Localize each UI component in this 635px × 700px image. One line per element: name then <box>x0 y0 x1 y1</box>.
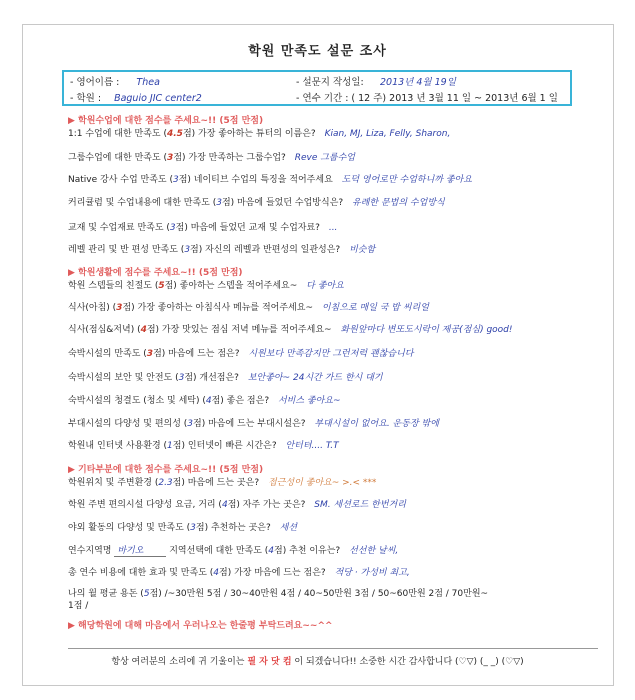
s2-q6-answer: 서비스 좋아요~ <box>277 396 341 406</box>
s2-q5 <box>68 370 608 383</box>
s2-q8-question: 점) 인터넷이 빠른 시간은? <box>172 441 277 451</box>
s1-q2-score: 3 <box>167 153 174 163</box>
s2-q1 <box>68 278 608 291</box>
s3-q2-score: 4 <box>221 500 228 510</box>
s2-q5-score: 3 <box>178 373 185 383</box>
s1-q5-question: 점) 마음에 들었던 교재 및 수업자료? <box>175 223 320 233</box>
s3-q2-question: 점) 자주 가는 곳은? <box>227 500 306 510</box>
section4-heading: ▶ 해당학원에 대해 마음에서 우러나오는 한줄평 부탁드려요~~^^ <box>68 621 333 631</box>
s3-q1-question: 점) 마음에 드는 곳은? <box>172 478 260 488</box>
s3-q4-question-a: 지역선택에 대한 만족도 ( <box>169 546 269 556</box>
s1-q2-label: 그룹수업에 대한 만족도 ( <box>68 153 168 163</box>
s3-q4 <box>68 543 608 557</box>
s3-q3 <box>68 520 608 533</box>
s1-q4-score: 3 <box>216 198 222 208</box>
info-row-2 <box>70 90 564 106</box>
s3-q4-label: 연수지역명 <box>68 546 112 556</box>
s2-q7-question: 점) 마음에 드는 부대시설은? <box>193 419 306 429</box>
s1-q5-score: 3 <box>169 223 176 233</box>
footer-text-a: 항상 여러분의 소리에 귀 기울이는 <box>111 657 245 667</box>
s3-q6-question-cont: 1점 / <box>68 601 89 611</box>
s1-q2 <box>68 150 608 163</box>
s1-q5-answer: ... <box>328 223 338 233</box>
period-label: - 연수 기간 : ( 12 주) 2013 년 3월 11 일 ~ 2013년 6월 1 일 <box>296 93 558 104</box>
s3-q1-label: 학원위치 및 주변환경 ( <box>68 478 159 488</box>
s2-q6-question: 점) 좋은 점은? <box>211 396 270 406</box>
s2-q3 <box>68 322 608 335</box>
s1-q3-answer: 도덕 영어로만 수업하니까 좋아요 <box>341 175 472 185</box>
s2-q8 <box>68 438 608 451</box>
s2-q3-question: 점) 가장 맛있는 점심 저녁 메뉴를 적어주세요~ <box>146 325 332 335</box>
s2-q2-question: 점) 가장 좋아하는 아침식사 메뉴를 적어주세요~ <box>122 303 313 313</box>
s3-q1-answer: 접근성이 좋아요~ >.< *** <box>267 478 377 488</box>
s1-q1-label: 1:1 수업에 대한 만족도 ( <box>68 129 167 139</box>
s1-q3-score: 3 <box>172 175 179 185</box>
s2-q5-question: 점) 개선점은? <box>184 373 239 383</box>
s2-q6-label: 숙박시설의 청결도 (청소 및 세탁) ( <box>68 396 206 406</box>
s1-q2-answer: Reve 그룹수업 <box>294 153 355 163</box>
s3-q2-answer: SM. 세션로드 한번거리 <box>314 500 406 510</box>
s1-q4 <box>68 195 608 208</box>
school-value: Baguio JIC center2 <box>114 93 202 104</box>
s3-q4-region: 바기오 <box>114 543 166 557</box>
s1-q2-question: 점) 가장 만족하는 그룹수업? <box>173 153 286 163</box>
s2-q6-score: 4 <box>205 396 212 406</box>
s3-q4-answer: 선선한 날씨, <box>349 546 399 556</box>
s2-q8-answer: 안터텨.... T.T <box>285 441 339 451</box>
s2-q4-question: 점) 마음에 드는 점은? <box>153 349 240 359</box>
s1-q4-answer: 유례한 문법의 수업방식 <box>352 198 445 208</box>
s3-q6-label: 나의 월 평균 용돈 ( <box>68 589 144 599</box>
s1-q5-label: 교재 및 수업재료 만족도 ( <box>68 223 170 233</box>
footer <box>0 654 635 667</box>
s2-q4-label: 숙박시설의 만족도 ( <box>68 349 147 359</box>
school-label: - 학원 : <box>70 93 102 104</box>
section2-heading: ▶ 학원생활에 점수를 주세요~!! (5점 만점) <box>68 268 243 278</box>
s1-q4-label: 커리큘럼 및 수업내용에 대한 만족도 ( <box>68 198 217 208</box>
s3-q5 <box>68 565 608 578</box>
s3-q6-cont <box>68 598 608 611</box>
s2-q8-score: 1 <box>167 441 173 451</box>
s2-q4 <box>68 346 608 359</box>
s3-q6-score: 5 <box>143 589 150 599</box>
s2-q8-label: 학원내 인터넷 사용환경 ( <box>68 441 168 451</box>
s2-q1-answer: 다 좋아요 <box>306 281 344 291</box>
s1-q1-score: 4.5 <box>167 129 183 139</box>
s2-q7-score: 3 <box>187 419 194 429</box>
s1-q4-question: 점) 마음에 들었던 수업방식은? <box>221 198 344 208</box>
s1-q6-label: 레벨 관리 및 반 편성 만족도 ( <box>68 245 185 255</box>
s3-q1-score: 2.3 <box>158 478 173 488</box>
info-row-1 <box>70 74 564 90</box>
s2-q6 <box>68 393 608 406</box>
name-label: - 영어이름 : <box>70 77 120 88</box>
s2-q2-score: 3 <box>116 303 123 313</box>
s3-q4-score: 4 <box>268 546 275 556</box>
s3-q5-question: 점) 가장 마음에 드는 점은? <box>219 568 326 578</box>
s2-q3-score: 4 <box>140 325 147 335</box>
s1-q6 <box>68 242 608 255</box>
footer-text-b: 이 되겠습니다!! 소중한 시간 감사합니다 (♡▽) (_ _) (♡▽) <box>294 657 524 667</box>
s3-q1 <box>68 475 608 488</box>
s3-q2 <box>68 497 608 510</box>
s3-q3-score: 3 <box>190 523 196 533</box>
s3-q5-answer: 적당 · 가성비 최고, <box>334 568 410 578</box>
s2-q4-score: 3 <box>146 349 154 359</box>
footer-brand: 필 자 닷 컴 <box>247 657 292 667</box>
s3-q5-score: 4 <box>213 568 219 578</box>
date-value: 2013년 4월 19일 <box>380 77 456 88</box>
s1-q3 <box>68 172 608 185</box>
s2-q1-question: 점) 좋아하는 스텝을 적어주세요~ <box>164 281 298 291</box>
s1-q1-answer: Kian, MJ, Liza, Felly, Sharon, <box>324 129 451 139</box>
s1-q5 <box>68 220 608 233</box>
s1-q3-question: 점) 네이티브 수업의 특징을 적어주세요 <box>178 175 333 185</box>
page-title: 학원 만족도 설문 조사 <box>248 44 387 59</box>
s3-q4-question-b: 점) 추천 이유는? <box>274 546 341 556</box>
s2-q4-answer: 시원보다 만족감지만 그런저럭 괜찮습니다 <box>248 349 414 359</box>
s3-q3-answer: 세션 <box>279 523 298 533</box>
s2-q2 <box>68 300 608 313</box>
s2-q7-answer: 부대시설이 없어요. 운동장 밖에 <box>314 419 439 429</box>
s1-q6-question: 점) 자신의 레벨과 반편성의 일관성은? <box>190 245 341 255</box>
s1-q1 <box>68 126 608 139</box>
s2-q3-label: 식사(점심&저녁) ( <box>68 325 141 335</box>
comment-line <box>68 648 598 649</box>
s2-q5-label: 숙박시설의 보안 및 안전도 ( <box>68 373 179 383</box>
name-value: Thea <box>136 77 160 88</box>
s2-q1-label: 학원 스텝들의 친절도 ( <box>68 281 159 291</box>
s2-q5-answer: 보안좋아~ 24시간 가드 한시 대기 <box>247 373 383 383</box>
s3-q5-label: 총 연수 비용에 대한 효과 및 만족도 ( <box>68 568 214 578</box>
s1-q1-question: 점) 가장 좋아하는 튜터의 이름은? <box>182 129 316 139</box>
s2-q3-answer: 화원앞마다 변또도시락이 제공(점심) good! <box>340 325 513 335</box>
s3-q3-label: 야외 활동의 다양성 및 만족도 ( <box>68 523 191 533</box>
s1-q3-label: Native 강사 수업 만족도 ( <box>68 175 173 185</box>
s2-q7 <box>68 416 608 429</box>
s2-q7-label: 부대시설의 다양성 및 편의성 ( <box>68 419 188 429</box>
s2-q1-score: 5 <box>158 281 165 291</box>
date-label: - 설문지 작성일: <box>296 77 364 88</box>
info-box <box>62 70 572 106</box>
section3-heading: ▶ 기타부분에 대한 점수를 주세요~!! (5점 만점) <box>68 465 264 475</box>
s2-q2-label: 식사(아침) ( <box>68 303 117 313</box>
section1-heading: ▶ 학원수업에 대한 점수를 주세요~!! (5점 만점) <box>68 116 264 126</box>
s2-q2-answer: 이침으로 매일 국 밥 씨리얼 <box>321 303 429 313</box>
s3-q6-question: 점) /~30만원 5점 / 30~40만원 4점 / 40~50만원 3점 / 50~60만원 2점 / 70만원~ <box>149 589 489 599</box>
s3-q2-label: 학원 주변 편의시설 다양성 요금, 거리 ( <box>68 500 222 510</box>
s1-q6-answer: 비슷함 <box>349 245 376 255</box>
s3-q3-question: 점) 추천하는 곳은? <box>195 523 271 533</box>
s1-q6-score: 3 <box>184 245 191 255</box>
